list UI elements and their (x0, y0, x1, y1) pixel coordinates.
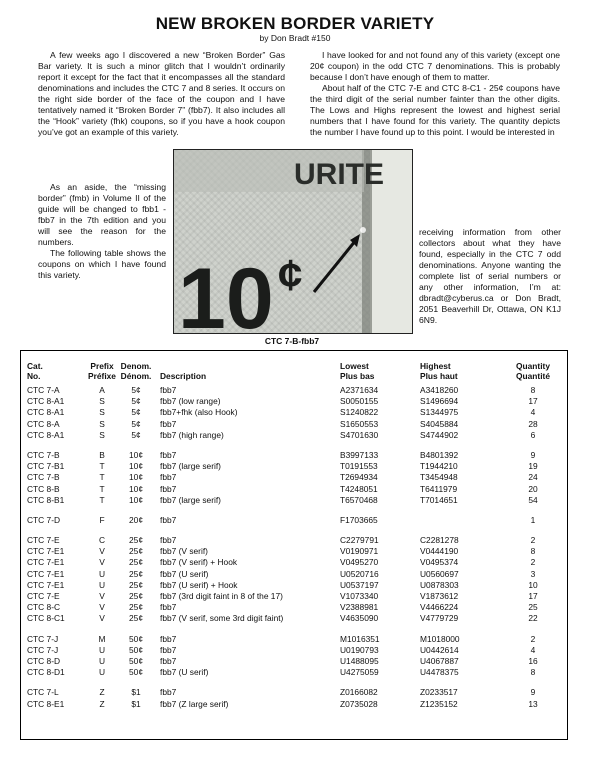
cell-lowest: S1240822 (340, 407, 379, 418)
cell-cat: CTC 7-E1 (27, 557, 65, 568)
article-column-left (38, 50, 285, 138)
cell-highest: B4801392 (420, 449, 459, 460)
cell-prefix: S (99, 429, 105, 440)
cell-description: fbb7 (160, 483, 177, 494)
cell-denom: 50¢ (129, 644, 143, 655)
cell-quantity: 54 (528, 494, 538, 505)
cell-quantity: 17 (528, 396, 538, 407)
paragraph: A few weeks ago I discovered a new “Broken Border” Gas Bar variety. It is such a minor glitch that I wouldn’t ordinarily report it except for the fact that it encompasses all the standard denominations and includes the CTC 7 and 8 series. It occurs on the right side border of the face of the coupon and I have tentatively named it “Broken Border 7” (fbb7). It also includes all the “Hook” variety (fhk) coupons, so if you have a hook coupon you’ve got an example of this variety. (38, 50, 285, 137)
group-spacer (27, 678, 561, 687)
paragraph: As an aside, the “missing border” (fmb) in Volume II of the guide will be changed to fbb1 - fbb7 in the 7th edition and you will see the reason for the numbers. (38, 182, 166, 247)
cell-cat: CTC 7-L (27, 687, 59, 698)
cell-description: fbb7+fhk (also Hook) (160, 407, 238, 418)
cell-prefix: V (99, 557, 105, 568)
cell-highest: U0560697 (420, 568, 459, 579)
header-quantity: Quantity Quantité (516, 361, 550, 381)
cell-cat: CTC 8-B (27, 483, 60, 494)
cell-lowest: V1073340 (340, 591, 379, 601)
cell-denom: 50¢ (129, 655, 143, 666)
cell-cat: CTC 8-A1 (27, 429, 65, 440)
cell-highest: U0878303 (420, 579, 459, 590)
cell-description: fbb7 (large serif) (160, 494, 221, 505)
cell-cat: CTC 7-J (27, 633, 59, 644)
cell-cat: CTC 7-E1 (27, 546, 65, 557)
cell-denom: 5¢ (131, 429, 141, 440)
cell-cat: CTC 8-D1 (27, 667, 65, 678)
cell-lowest: T0191553 (340, 461, 378, 472)
cell-highest: A3418260 (420, 385, 459, 395)
cell-description: fbb7 (large serif) (160, 461, 221, 472)
cell-quantity: 2 (530, 633, 536, 644)
cell-prefix: A (99, 385, 105, 395)
cell-quantity: 20 (528, 483, 538, 494)
header-denom: Denom. Dénom. (120, 361, 152, 381)
cell-cat: CTC 8-C1 (27, 613, 65, 624)
cell-description: fbb7 (U serif) (160, 568, 209, 579)
table-row (27, 461, 561, 472)
cell-quantity: 8 (530, 546, 536, 557)
cell-description: fbb7 (V serif) + Hook (160, 557, 238, 568)
cell-highest: V1873612 (420, 591, 459, 601)
cell-description: fbb7 (U serif) + Hook (160, 579, 238, 590)
table-row (27, 645, 561, 656)
table-row (27, 699, 561, 710)
cell-quantity: 4 (530, 407, 536, 418)
cell-quantity: 8 (530, 667, 536, 678)
paragraph: About half of the CTC 7-E and CTC 8-C1 - 25¢ coupons have the third digit of the serial number fainter than the other digits. The Lows and Highs represent the lowest and highest serial numbers that I have found for this variety. The quantity depicts the number I have found up to this point. I would be interested in (310, 83, 560, 137)
table-row (27, 385, 561, 396)
cell-quantity: 9 (530, 687, 536, 698)
cell-lowest: U0520716 (340, 568, 379, 579)
cell-lowest: U4275059 (340, 667, 379, 678)
table-row (27, 419, 561, 430)
cell-description: fbb7 (160, 633, 177, 644)
cell-lowest: U0190793 (340, 644, 379, 655)
header-lowest: Lowest Plus bas (340, 361, 375, 381)
cell-description: fbb7 (160, 449, 177, 460)
cell-highest: M1018000 (420, 633, 460, 644)
byline: by Don Bradt #150 (259, 33, 331, 43)
cell-highest: V4779729 (420, 613, 459, 624)
header-cat: Cat. No. (27, 361, 43, 381)
table-row (27, 667, 561, 678)
cell-description: fbb7 (V serif, some 3rd digit faint) (160, 613, 284, 624)
paragraph: The following table shows the coupons on which I have found this variety. (38, 248, 166, 280)
cell-description: fbb7 (160, 687, 177, 698)
cell-highest: T6411979 (420, 483, 458, 494)
cell-quantity: 22 (528, 613, 538, 624)
cell-prefix: U (98, 644, 106, 655)
cell-denom: 10¢ (129, 461, 143, 472)
cell-description: fbb7 (160, 385, 177, 395)
cell-cat: CTC 7-E (27, 535, 60, 546)
denomination-text: 10 (178, 251, 274, 333)
cell-highest: C2281278 (420, 535, 459, 546)
cell-highest: U4478375 (420, 667, 459, 678)
cell-lowest: V2388981 (340, 602, 379, 613)
cent-sign: ¢ (278, 251, 303, 300)
cell-quantity: 2 (530, 535, 536, 546)
cell-highest: Z1235152 (420, 698, 458, 709)
cell-prefix: C (98, 535, 106, 546)
cell-lowest: T6570468 (340, 494, 378, 505)
cell-highest: V4466224 (420, 602, 459, 613)
cell-description: fbb7 (160, 418, 177, 429)
cell-lowest: T4248051 (340, 483, 378, 494)
cell-description: fbb7 (V serif) (160, 546, 208, 557)
cell-denom: 5¢ (131, 418, 141, 429)
cell-prefix: T (99, 494, 105, 505)
cell-denom: 20¢ (129, 514, 143, 525)
cell-prefix: U (98, 655, 106, 666)
cell-description: fbb7 (3rd digit faint in 8 of the 17) (160, 591, 283, 601)
cell-prefix: Z (99, 698, 105, 709)
cell-quantity: 9 (530, 449, 536, 460)
cell-quantity: 10 (528, 579, 538, 590)
table-row (27, 407, 561, 418)
cell-lowest: T2694934 (340, 472, 378, 483)
cell-denom: $1 (131, 687, 141, 698)
article-column-right (310, 50, 560, 138)
cell-highest: T1944210 (420, 461, 458, 472)
cell-cat: CTC 7-J (27, 644, 59, 655)
cell-highest: T7014651 (420, 494, 458, 505)
table-row (27, 591, 561, 602)
cell-cat: CTC 7-D (27, 514, 61, 525)
figure-caption: CTC 7-B-fbb7 (264, 336, 320, 346)
table-row (27, 656, 561, 667)
cell-denom: 25¢ (129, 557, 143, 568)
pointer-arrow (314, 240, 356, 292)
stamp-text: URITE (294, 158, 384, 191)
cell-lowest: S4701630 (340, 429, 379, 440)
header-description: Description (160, 371, 207, 381)
cell-denom: 10¢ (129, 472, 143, 483)
cell-prefix: U (98, 667, 106, 678)
cell-denom: 25¢ (129, 613, 143, 624)
cell-lowest: B3997133 (340, 449, 379, 460)
cell-prefix: Z (99, 687, 105, 698)
cell-prefix: S (99, 407, 105, 418)
group-spacer (27, 441, 561, 450)
cell-highest: V0495374 (420, 557, 459, 568)
table-row (27, 569, 561, 580)
cell-cat: CTC 8-E1 (27, 698, 65, 709)
cell-denom: 25¢ (129, 602, 143, 613)
broken-border-spot (360, 227, 366, 233)
cell-quantity: 1 (530, 514, 536, 525)
cell-highest: U0442614 (420, 644, 459, 655)
paragraph: I have looked for and not found any of this variety (except one 20¢ coupon) in the odd CTC 7 denominations. This is probably because I don’t have enough of them to matter. (310, 50, 560, 82)
cell-denom: 5¢ (131, 385, 141, 395)
cell-highest (420, 515, 505, 526)
cell-quantity: 2 (530, 557, 536, 568)
cell-highest: S4045884 (420, 418, 459, 429)
group-spacer (27, 526, 561, 535)
cell-description: fbb7 (160, 514, 177, 525)
cell-lowest: U0537197 (340, 579, 379, 590)
cell-prefix: S (99, 396, 105, 407)
cell-quantity: 17 (528, 591, 538, 601)
cell-quantity: 3 (530, 568, 536, 579)
cell-lowest: Z0166082 (340, 687, 378, 698)
table-row (27, 602, 561, 613)
table-row (27, 634, 561, 645)
table-row (27, 396, 561, 407)
cell-highest: S4744902 (420, 429, 459, 440)
cell-denom: 10¢ (129, 483, 143, 494)
cell-highest: Z0233517 (420, 687, 458, 698)
article-title: NEW BROKEN BORDER VARIETY (155, 14, 435, 33)
cell-description: fbb7 (160, 602, 177, 613)
cell-cat: CTC 7-E1 (27, 579, 65, 590)
cell-quantity: 28 (528, 418, 538, 429)
coupon-image (174, 150, 412, 333)
group-spacer (27, 625, 561, 634)
cell-cat: CTC 7-E (27, 591, 60, 601)
cell-cat: CTC 8-A (27, 418, 60, 429)
table-row (27, 580, 561, 591)
cell-prefix: U (98, 579, 106, 590)
cell-denom: 5¢ (131, 407, 141, 418)
cell-cat: CTC 7-B (27, 472, 60, 483)
table-row (27, 535, 561, 546)
cell-description: fbb7 (160, 472, 177, 483)
cell-cat: CTC 7-B1 (27, 461, 65, 472)
cell-denom: 25¢ (129, 579, 143, 590)
cell-quantity: 4 (530, 644, 536, 655)
cell-quantity: 16 (528, 655, 538, 666)
cell-prefix: B (99, 449, 105, 460)
cell-prefix: U (98, 568, 106, 579)
cell-lowest: M1016351 (340, 633, 380, 644)
cell-highest: V0444190 (420, 546, 459, 557)
table-row (27, 472, 561, 483)
cell-lowest: U1488095 (340, 655, 379, 666)
cell-prefix: T (99, 461, 105, 472)
article-column-left-narrow (38, 182, 166, 281)
cell-denom: 5¢ (131, 396, 141, 407)
cell-denom: 10¢ (129, 449, 143, 460)
cell-prefix: V (99, 591, 105, 601)
cell-cat: CTC 8-B1 (27, 494, 65, 505)
cell-denom: 50¢ (129, 633, 143, 644)
cell-prefix: V (99, 613, 105, 624)
group-spacer (27, 506, 561, 515)
cell-lowest: S1650553 (340, 418, 379, 429)
table-row (27, 484, 561, 495)
cell-denom: 25¢ (129, 546, 143, 557)
cell-cat: CTC 8-C (27, 602, 61, 613)
cell-denom: 25¢ (129, 535, 143, 546)
coupon-photo (173, 149, 413, 334)
cell-quantity: 24 (528, 472, 538, 483)
cell-quantity: 8 (530, 385, 536, 395)
cell-prefix: T (99, 483, 105, 494)
cell-lowest: V4635090 (340, 613, 379, 624)
table-row (27, 430, 561, 441)
cell-highest: S1496694 (420, 396, 459, 407)
cell-lowest: Z0735028 (340, 698, 378, 709)
paragraph: receiving information from other collectors about what they have found, especially in the CTC 7 odd denominations. Anyone wanting the complete list of serial numbers or any other information, I’m at: dbradt@cyberus.ca or Don Bradt, 2051 Beaverhill Dr, Ottawa, ON K1J 6N9. (419, 227, 561, 325)
header-prefix: Prefix Préfixe (88, 361, 116, 381)
cell-prefix: M (98, 633, 106, 644)
cell-cat: CTC 7-B (27, 449, 60, 460)
cell-quantity: 6 (530, 429, 536, 440)
cell-description: fbb7 (high range) (160, 429, 224, 440)
cell-description: fbb7 (160, 644, 177, 655)
table-row (27, 613, 561, 624)
table-row (27, 557, 561, 568)
table-header-row (27, 359, 561, 385)
cell-quantity: 19 (528, 461, 538, 472)
cell-prefix: F (99, 514, 105, 525)
cell-prefix: V (99, 546, 105, 557)
cell-prefix: S (99, 418, 105, 429)
article-column-right-narrow (419, 227, 561, 326)
table-body (27, 385, 561, 710)
table-row (27, 515, 561, 526)
cell-denom: 25¢ (129, 591, 143, 601)
cell-denom: $1 (131, 698, 141, 709)
cell-description: fbb7 (low range) (160, 396, 221, 407)
coupon-table-box (20, 350, 568, 740)
cell-description: fbb7 (U serif) (160, 667, 209, 678)
header-highest: Highest Plus haut (420, 361, 458, 381)
cell-cat: CTC 7-E1 (27, 568, 65, 579)
table-row (27, 495, 561, 506)
cell-denom: 10¢ (129, 494, 143, 505)
cell-description: fbb7 (160, 535, 177, 546)
table-row (27, 450, 561, 461)
cell-denom: 25¢ (129, 568, 143, 579)
cell-cat: CTC 8-D (27, 655, 61, 666)
cell-quantity: 25 (528, 602, 538, 613)
cell-denom: 50¢ (129, 667, 143, 678)
cell-lowest: V0495270 (340, 557, 379, 568)
cell-quantity: 13 (528, 698, 538, 709)
cell-highest: U4067887 (420, 655, 459, 666)
cell-cat: CTC 8-A1 (27, 396, 65, 407)
cell-lowest: S0050155 (340, 396, 379, 407)
table-row (27, 546, 561, 557)
cell-description: fbb7 (Z large serif) (160, 698, 229, 709)
cell-prefix: T (99, 472, 105, 483)
table-row (27, 687, 561, 698)
cell-cat: CTC 7-A (27, 385, 60, 395)
cell-cat: CTC 8-A1 (27, 407, 65, 418)
cell-prefix: V (99, 602, 105, 613)
cell-highest: S1344975 (420, 407, 459, 418)
cell-lowest: F1703665 (340, 514, 378, 525)
cell-highest: T3454948 (420, 472, 458, 483)
cell-description: fbb7 (160, 655, 177, 666)
coupon-table (27, 359, 561, 710)
cell-lowest: A2371634 (340, 385, 379, 395)
cell-lowest: V0190971 (340, 546, 379, 557)
cell-lowest: C2279791 (340, 535, 379, 546)
